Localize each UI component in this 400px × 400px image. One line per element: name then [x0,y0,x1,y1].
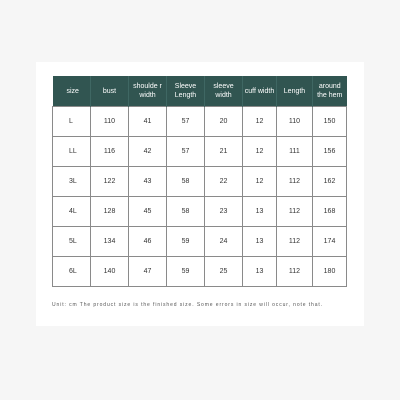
cell-length: 112 [277,197,313,227]
header-cuff-width: cuff width [243,76,277,107]
cell-bust: 122 [91,167,129,197]
header-bust: bust [91,76,129,107]
cell-around-hem: 156 [313,137,347,167]
header-sleeve-width: sleeve width [205,76,243,107]
table-row [53,257,347,287]
cell-shoulder-width: 42 [129,137,167,167]
cell-size: 3L [53,167,91,197]
cell-sleeve-width: 22 [205,167,243,197]
table-row [53,197,347,227]
table-row [53,167,347,197]
cell-length: 112 [277,227,313,257]
table-row [53,227,347,257]
cell-bust: 116 [91,137,129,167]
cell-cuff-width: 12 [243,107,277,137]
header-around-hem: around the hem [313,76,347,107]
cell-bust: 134 [91,227,129,257]
cell-size: LL [53,137,91,167]
cell-around-hem: 180 [313,257,347,287]
cell-size: 4L [53,197,91,227]
cell-cuff-width: 13 [243,197,277,227]
cell-shoulder-width: 47 [129,257,167,287]
cell-length: 110 [277,107,313,137]
cell-bust: 140 [91,257,129,287]
cell-bust: 128 [91,197,129,227]
cell-shoulder-width: 43 [129,167,167,197]
cell-sleeve-length: 59 [167,227,205,257]
cell-length: 112 [277,167,313,197]
cell-sleeve-width: 21 [205,137,243,167]
cell-shoulder-width: 41 [129,107,167,137]
header-sleeve-length: Sleeve Length [167,76,205,107]
header-size: size [53,76,91,107]
cell-around-hem: 174 [313,227,347,257]
cell-around-hem: 168 [313,197,347,227]
cell-size: L [53,107,91,137]
cell-cuff-width: 12 [243,137,277,167]
table-row [53,107,347,137]
cell-around-hem: 162 [313,167,347,197]
cell-sleeve-length: 58 [167,197,205,227]
cell-length: 112 [277,257,313,287]
cell-sleeve-width: 24 [205,227,243,257]
cell-shoulder-width: 45 [129,197,167,227]
table-header-row [53,76,347,107]
cell-sleeve-length: 57 [167,137,205,167]
header-shoulder-width: shoulde r width [129,76,167,107]
cell-sleeve-length: 57 [167,107,205,137]
cell-size: 5L [53,227,91,257]
cell-bust: 110 [91,107,129,137]
cell-sleeve-width: 25 [205,257,243,287]
table-row [53,137,347,167]
size-chart-table [52,76,347,287]
cell-around-hem: 150 [313,107,347,137]
header-length: Length [277,76,313,107]
cell-length: 111 [277,137,313,167]
cell-cuff-width: 13 [243,227,277,257]
cell-sleeve-width: 23 [205,197,243,227]
cell-sleeve-length: 59 [167,257,205,287]
cell-sleeve-length: 58 [167,167,205,197]
size-note: Unit: cm The product size is the finished size. Some errors in size will occur, note that. [52,302,323,308]
cell-size: 6L [53,257,91,287]
cell-sleeve-width: 20 [205,107,243,137]
cell-cuff-width: 12 [243,167,277,197]
cell-shoulder-width: 46 [129,227,167,257]
cell-cuff-width: 13 [243,257,277,287]
